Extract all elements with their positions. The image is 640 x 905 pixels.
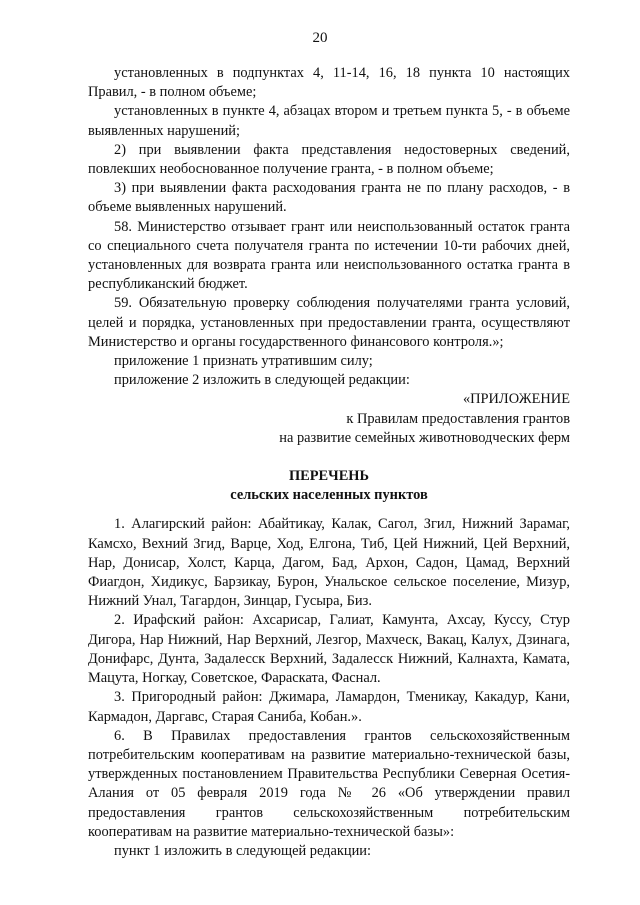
appendix-title: «ПРИЛОЖЕНИЕ xyxy=(462,391,570,408)
district-item: 1. Алагирский район: Абайтикау, Калак, Сагол, Згил, Нижний Зарамаг, Камсхо, Вехний Згид, Варце, Ход, Елгона, Тиб, Цей Нижний, Цей Верхний, Нар, Донисар, Холст, Карца, Дагом, Бад, Архон, Садон, Цамад, Верхний Фиагдон, Хидикус, Барзикау, Бурон, Унальское сельское поселение, Мизур, Нижний Унал, Тагардон, Зинцар, Гусыра, Биз. xyxy=(88,516,570,610)
appendix-line: к Правилам предоставления грантов xyxy=(346,410,570,427)
district-item: 3. Пригородный район: Джимара, Ламардон, Тменикау, Какадур, Кани, Кармадон, Даргавс, Старая Саниба, Кобан.». xyxy=(88,689,570,725)
paragraph: 3) при выявлении факта расходования гранта не по плану расходов, - в объеме выявленных нарушений. xyxy=(88,180,570,216)
paragraph: установленных в подпунктах 4, 11-14, 16, 18 пункта 10 настоящих Правил, - в полном объеме; xyxy=(88,65,570,101)
paragraph: 58. Министерство отзывает грант или неиспользованный остаток гранта со специального счета получателя гранта по истечении 10-ти рабочих дней, установленных для возврата гранта или неиспользованного остатка гранта в республиканский бюджет. xyxy=(88,218,570,293)
document-body xyxy=(88,64,570,861)
district-item: 2. Ирафский район: Ахсарисар, Галиат, Камунта, Ахсау, Куссу, Стур Дигора, Нар Нижний, Нар Верхний, Лезгор, Махческ, Вакац, Калух, Дзинага, Донифарс, Дунта, Задалесск Верхний, Задалесск Нижний, Калнахта, Камата, Мацута, Ногкау, Советское, Фараската, Фаснал. xyxy=(88,612,570,687)
page-number: 20 xyxy=(312,30,328,46)
paragraph: 6. В Правилах предоставления грантов сельскохозяйственным потребительским кооперативам на развитие материально-технической базы, утвержденных постановлением Правительства Республики Северная Осетия-Алания от 05 февраля 2019 года № 26 «Об утверждении правил предоставления грантов сельскохозяйственным потребительским кооперативам на развитие материально-технической базы»: xyxy=(88,727,570,840)
list-title: ПЕРЕЧЕНЬ xyxy=(288,468,370,485)
paragraph: пункт 1 изложить в следующей редакции: xyxy=(114,842,371,859)
paragraph: 2) при выявлении факта представления недостоверных сведений, повлекших необоснованное получение гранта, - в полном объеме; xyxy=(88,141,570,178)
paragraph: приложение 2 изложить в следующей редакции: xyxy=(114,372,410,389)
paragraph: 59. Обязательную проверку соблюдения получателями гранта условий, целей и порядка, установленных при предоставлении гранта, осуществляют Министерство и органы государственного финансового контроля.»; xyxy=(88,295,570,350)
list-subtitle: сельских населенных пунктов xyxy=(230,487,428,504)
paragraph: установленных в пункте 4, абзацах втором и третьем пункта 5, - в объеме выявленных нарушений; xyxy=(88,103,570,139)
paragraph: приложение 1 признать утратившим силу; xyxy=(114,353,373,370)
appendix-line: на развитие семейных животноводческих ферм xyxy=(279,429,570,446)
